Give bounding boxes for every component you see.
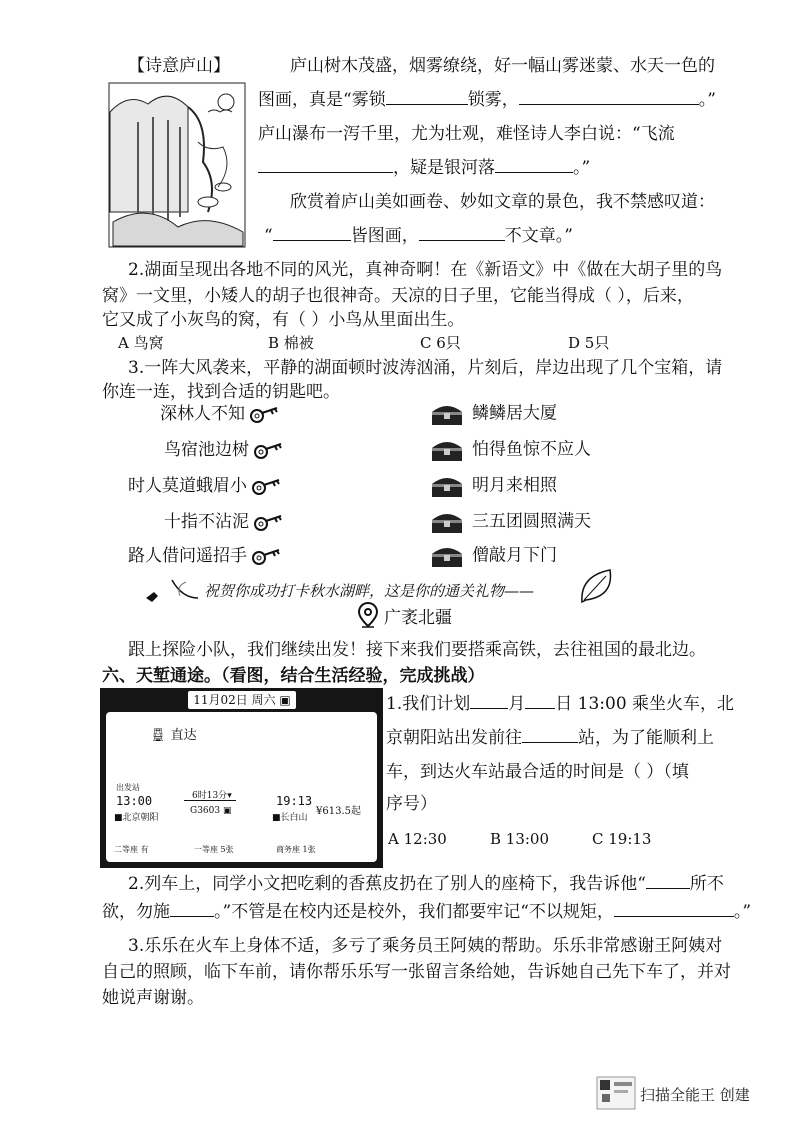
treasure-chest-icon (430, 438, 464, 462)
s6-q1-option-a[interactable]: A 12:30 (388, 830, 447, 848)
chevron-down-icon: ▾ (227, 791, 232, 801)
section-6-title: 六、天堑通途。（看图，结合生活经验，完成挑战） (102, 666, 485, 686)
q2-line-2: 窝》一文里，小矮人的胡子也很神奇。天凉的日子里，它能当得成（ ），后来， (102, 286, 694, 306)
key-label: 鸟宿池边树 (164, 440, 249, 460)
s6-q1-line-3: 车，到达火车站最合适的时间是（ ）（填 (386, 762, 689, 782)
poem-line-2 (258, 90, 716, 110)
info-icon: ▣ (222, 806, 232, 816)
s6-q1-line-4: 序号） (386, 794, 437, 814)
trip-duration-label: 6时13分 (192, 791, 228, 801)
q2-option-b[interactable]: B 棉被 (268, 334, 314, 352)
s6-q1-text: 京朝阳站出发前往 (386, 728, 522, 748)
intro-text: 跟上探险小队，我们继续出发！接下来我们要搭乘高铁，去往祖国的最北边。 (128, 640, 706, 660)
s6-q3-line-2: 自己的照顾，临下车前，请你帮乐乐写一张留言条给她，告诉她自己先下车了，并对 (102, 962, 731, 982)
arrival-time: 19:13 (276, 794, 313, 808)
key-item[interactable] (164, 440, 283, 461)
answer-blank[interactable] (386, 90, 468, 105)
ticket-date-text: 11月02日 周六 (193, 693, 276, 707)
answer-blank[interactable] (470, 694, 508, 709)
chest-item[interactable] (430, 510, 591, 534)
location-pin-icon (358, 602, 378, 628)
departure-station (114, 810, 159, 823)
treasure-chest-icon (430, 474, 464, 498)
chest-label: 鳞鳞居大厦 (472, 403, 557, 424)
train-ticket-screenshot (100, 688, 383, 868)
arrival-station (272, 810, 308, 823)
s6-q2-text: 2.列车上，同学小文把吃剩的香蕉皮扔在了别人的座椅下，我告诉他“ (128, 874, 646, 894)
poem-text: “ (264, 226, 273, 246)
key-label: 时人莫道蛾眉小 (128, 476, 247, 496)
q3-line-2: 你连一连，找到合适的钥匙吧。 (102, 382, 340, 402)
q2-option-c[interactable]: C 6只 (420, 334, 461, 352)
chest-label: 僧敲月下门 (472, 545, 557, 566)
ticket-card[interactable] (106, 712, 377, 862)
key-label: 深林人不知 (160, 404, 245, 424)
s6-q2-text: 。”不管是在校内还是校外，我们都要牢记“不以规矩， (214, 902, 614, 922)
s6-q1-text: 站，为了能顺利上 (578, 728, 714, 748)
chest-label: 明月来相照 (472, 475, 557, 496)
calendar-icon: ▣ (279, 693, 291, 707)
key-icon (253, 513, 283, 533)
train-number-label: G3603 (190, 806, 221, 816)
congrats-message: 祝贺你成功打卡秋水湖畔，这是你的通关礼物—— (204, 582, 535, 600)
answer-blank[interactable] (525, 694, 555, 709)
treasure-chest-icon (430, 544, 464, 568)
end-marker-icon: ■ (272, 813, 281, 823)
answer-blank[interactable] (522, 728, 578, 743)
key-label: 路人借问遥招手 (128, 546, 247, 566)
s6-q1-text: 1.我们计划 (386, 694, 471, 714)
chest-item[interactable] (430, 438, 591, 462)
key-item[interactable] (160, 404, 279, 425)
departure-small-label: 出发站 (116, 783, 140, 792)
train-icon: 🚆︎ (150, 728, 167, 743)
key-icon (251, 477, 281, 497)
key-icon (251, 547, 281, 567)
q2-line-3: 它又成了小灰鸟的窝，有（ ）小鸟从里面出生。 (102, 310, 465, 330)
answer-blank[interactable] (170, 902, 214, 917)
chest-label: 怕得鱼惊不应人 (472, 439, 591, 460)
poem-line-3: 庐山瀑布一泻千里，尤为壮观，难怪诗人李白说：“飞流 (258, 124, 675, 144)
ticket-date[interactable] (188, 691, 296, 709)
chest-item[interactable] (430, 474, 557, 498)
poem-text: 皆图画， (350, 226, 419, 246)
scanner-logo-icon (596, 1076, 636, 1110)
key-icon (253, 441, 283, 461)
bird-decoration-icon (142, 576, 202, 610)
q2-option-a[interactable]: A 鸟窝 (118, 334, 164, 352)
s6-q1-text: 月 (508, 694, 526, 714)
leaf-icon (578, 566, 614, 606)
arrival-station-label: 长白山 (280, 813, 308, 823)
s6-q1-option-c[interactable]: C 19:13 (592, 830, 652, 848)
s6-q2-text: 所不 (689, 874, 724, 894)
treasure-chest-icon (430, 402, 464, 426)
ticket-type (150, 724, 197, 743)
poem-line-6 (264, 226, 573, 246)
answer-blank[interactable] (646, 874, 690, 889)
answer-blank[interactable] (519, 90, 699, 105)
q2-line-1: 2.湖面呈现出各地不同的风光，真神奇啊！在《新语文》中《做在大胡子里的鸟 (128, 260, 723, 280)
key-label: 十指不沾泥 (164, 512, 249, 532)
departure-time: 13:00 (116, 794, 153, 808)
first-class-seats: 一等座 5张 (194, 845, 234, 854)
answer-blank[interactable] (273, 226, 351, 241)
answer-blank[interactable] (614, 902, 734, 917)
watermark-text: 扫描全能王 创建 (640, 1086, 750, 1104)
s6-q1-line-1 (386, 694, 734, 714)
poem-line-5: 欣赏着庐山美如画卷、妙如文章的景色，我不禁感叹道： (290, 192, 715, 212)
s6-q1-line-2 (386, 728, 714, 748)
section-heading: 【诗意庐山】 (128, 56, 230, 76)
key-item[interactable] (128, 476, 281, 497)
ticket-price: ¥613.5起 (316, 806, 361, 817)
key-icon (249, 405, 279, 425)
s6-q3-line-1: 3.乐乐在火车上身体不适，多亏了乘务员王阿姨的帮助。乐乐非常感谢王阿姨对 (128, 936, 723, 956)
key-item[interactable] (164, 512, 283, 533)
s6-q2-line-2 (102, 902, 751, 922)
ticket-type-label: 直达 (170, 728, 197, 743)
poem-text: 图画，真是“雾锁 (258, 90, 386, 110)
answer-blank[interactable] (419, 226, 505, 241)
poem-text: 。” (573, 158, 591, 178)
lushan-waterfall-illustration (108, 82, 246, 248)
q3-line-1: 3.一阵大风袭来，平静的湖面顿时波涛汹涌，片刻后，岸边出现了几个宝箱，请 (128, 358, 723, 378)
s6-q1-text: 日 13:00 乘坐火车，北 (555, 694, 735, 714)
chest-item[interactable] (430, 402, 557, 426)
s6-q2-text: 欲，勿施 (102, 902, 170, 922)
answer-blank[interactable] (495, 158, 573, 173)
departure-station-label: 北京朝阳 (122, 813, 159, 823)
chest-label: 三五团圆照满天 (472, 511, 591, 532)
s6-q3-line-3: 她说声谢谢。 (102, 988, 204, 1008)
poem-text: 。” (698, 90, 716, 110)
poem-line-4 (258, 158, 590, 178)
poem-text: ，疑是银河落 (393, 158, 495, 178)
train-number (190, 806, 231, 816)
location-title: 广袤北疆 (384, 608, 452, 628)
answer-blank[interactable] (258, 158, 393, 173)
key-item[interactable] (128, 546, 281, 567)
poem-text: 不文章。” (504, 226, 573, 246)
poem-line-1: 庐山树木茂盛，烟雾缭绕，好一幅山雾迷蒙、水天一色的 (290, 56, 715, 76)
poem-text: 锁雾， (467, 90, 519, 110)
chest-item[interactable] (430, 544, 557, 568)
q2-option-d[interactable]: D 5只 (568, 334, 610, 352)
route-line (184, 800, 236, 801)
s6-q2-text: 。” (733, 902, 752, 922)
treasure-chest-icon (430, 510, 464, 534)
s6-q2-line-1 (128, 874, 724, 894)
second-class-seats: 二等座 有 (114, 845, 149, 854)
s6-q1-option-b[interactable]: B 13:00 (490, 830, 550, 848)
start-marker-icon: ■ (114, 813, 123, 823)
business-class-seats: 商务座 1张 (276, 845, 316, 854)
